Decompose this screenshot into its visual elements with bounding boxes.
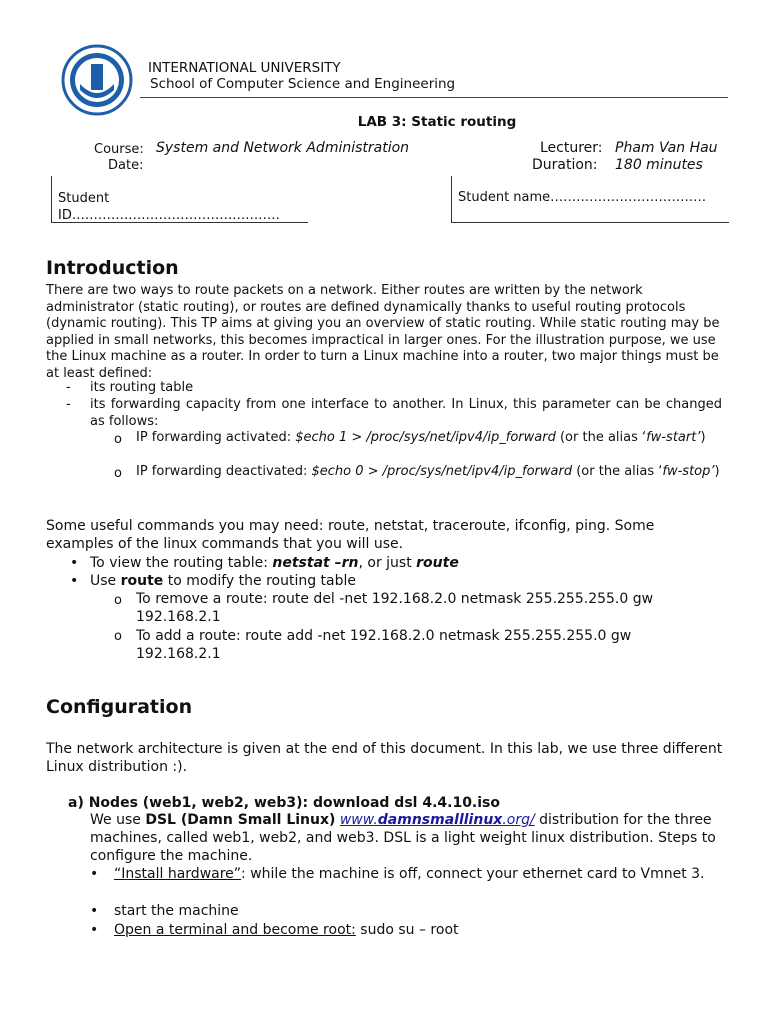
modify-routing-table-item: Use route to modify the routing table bbox=[90, 573, 357, 589]
duration-value: 180 minutes bbox=[615, 157, 703, 173]
duration-label: Duration: bbox=[532, 157, 598, 173]
dash-item-routing-table: its routing table bbox=[90, 380, 194, 395]
remove-route-item: To remove a route: route del -net 192.168.2.0 netmask 255.255.255.0 gw 192.168.2.1 bbox=[136, 591, 654, 625]
school-name: School of Computer Science and Engineering bbox=[150, 76, 456, 92]
course-value: System and Network Administration bbox=[156, 140, 410, 156]
lecturer-label: Lecturer: bbox=[540, 140, 603, 156]
dash-marker: - bbox=[66, 380, 71, 395]
view-routing-table-item: To view the routing table: netstat –rn, or just route bbox=[90, 555, 459, 571]
bullet-dot: • bbox=[90, 922, 99, 938]
dsl-link[interactable]: www.damnsmalllinux.org/ bbox=[339, 812, 535, 828]
configuration-paragraph: The network architecture is given at the end of this document. In this lab, we use three different Linux distribution :). bbox=[46, 741, 723, 775]
university-logo bbox=[58, 44, 136, 116]
circle-bullet: o bbox=[114, 466, 122, 481]
dsl-paragraph: We use DSL (Damn Small Linux) www.damnsmalllinux.org/ distribution for the three machines, called web1, web2, and web3. DSL is a light weight linux distribution. Steps to configure the machine. bbox=[90, 812, 716, 864]
ip-forward-deactivated: IP forwarding deactivated: $echo 0 > /proc/sys/net/ipv4/ip_forward (or the alias ‘fw-stop’) bbox=[136, 464, 720, 479]
configuration-heading: Configuration bbox=[46, 696, 193, 718]
student-name-field: Student name……………………………… bbox=[458, 190, 707, 205]
circle-bullet: o bbox=[114, 629, 122, 644]
circle-bullet: o bbox=[114, 593, 122, 608]
header-divider bbox=[140, 97, 728, 98]
install-hardware-step: “Install hardware”: while the machine is off, connect your ethernet card to Vmnet 3. bbox=[114, 866, 705, 882]
bullet-dot: • bbox=[90, 903, 99, 919]
useful-commands-paragraph: Some useful commands you may need: route, netstat, traceroute, ifconfig, ping. Some examples of the linux commands that you will use. bbox=[46, 518, 655, 552]
university-name: INTERNATIONAL UNIVERSITY bbox=[148, 60, 341, 76]
introduction-paragraph: There are two ways to route packets on a network. Either routes are written by the network administrator (static routing), or routes are defined dynamically thanks to useful routing protocols (dynamic routing). This TP aims at giving you an overview of static routing. While static routing may be applied in small networks, this becomes impractical in larger ones. For the illustration purpose, we use the Linux machine as a router. In order to turn a Linux machine into a router, two major things must be at least defined: bbox=[46, 283, 720, 381]
lab-title: LAB 3: Static routing bbox=[357, 114, 517, 130]
bullet-dot: • bbox=[70, 573, 79, 589]
dash-marker: - bbox=[66, 397, 71, 412]
bullet-dot: • bbox=[90, 866, 99, 882]
course-label: Course: bbox=[94, 142, 144, 157]
bullet-dot: • bbox=[70, 555, 79, 571]
introduction-heading: Introduction bbox=[46, 257, 179, 279]
circle-bullet: o bbox=[114, 432, 122, 447]
start-machine-step: start the machine bbox=[114, 903, 239, 919]
open-terminal-step: Open a terminal and become root: sudo su – root bbox=[114, 922, 459, 938]
lecturer-value: Pham Van Hau bbox=[615, 140, 718, 156]
ip-forward-activated: IP forwarding activated: $echo 1 > /proc/sys/net/ipv4/ip_forward (or the alias ‘fw-start’) bbox=[136, 430, 706, 445]
add-route-item: To add a route: route add -net 192.168.2.0 netmask 255.255.255.0 gw 192.168.2.1 bbox=[136, 628, 632, 662]
nodes-subheading: a) Nodes (web1, web2, web3): download dsl 4.4.10.iso bbox=[68, 795, 501, 811]
date-label: Date: bbox=[108, 158, 144, 173]
dash-item-forwarding: its forwarding capacity from one interface to another. In Linux, this parameter can be changed as follows: bbox=[90, 397, 722, 429]
student-id-field: Student ID………………………………………… bbox=[58, 191, 280, 223]
